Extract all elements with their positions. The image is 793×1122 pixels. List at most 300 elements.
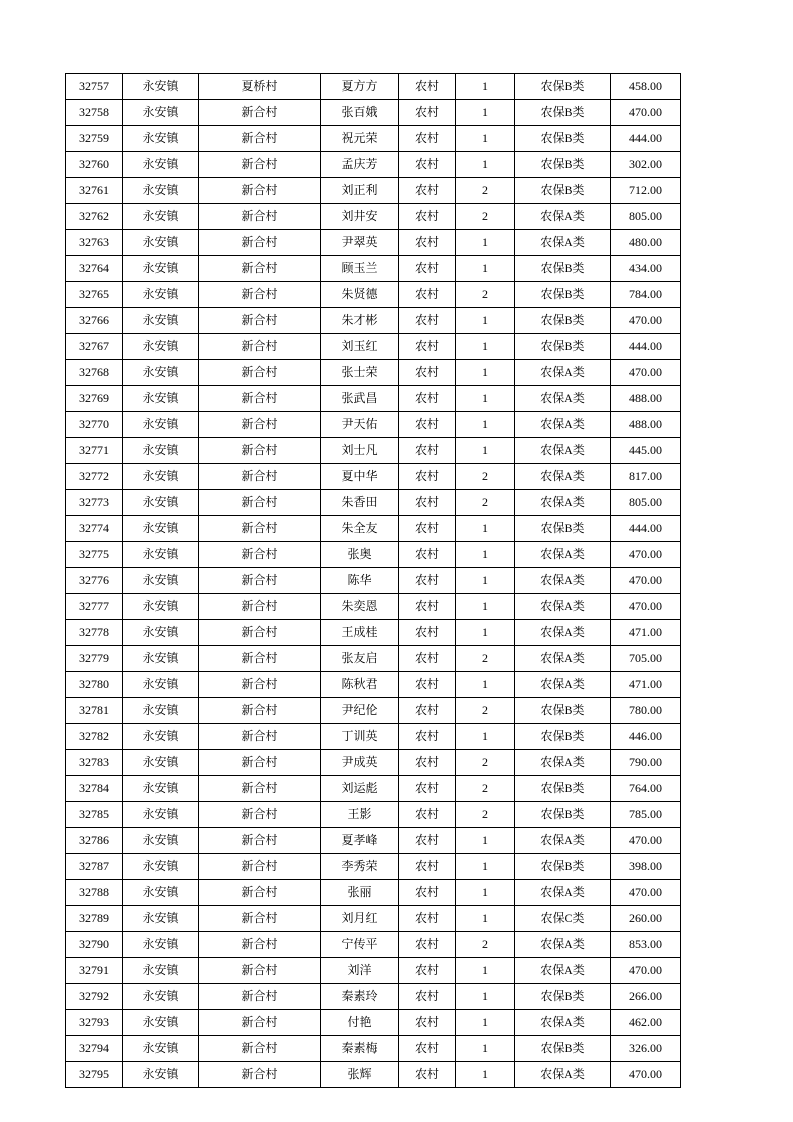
cell-count: 1 bbox=[456, 984, 515, 1010]
cell-village: 新合村 bbox=[199, 932, 321, 958]
cell-insurance_type: 农保B类 bbox=[515, 802, 611, 828]
cell-id: 32780 bbox=[66, 672, 123, 698]
cell-insurance_type: 农保B类 bbox=[515, 698, 611, 724]
cell-town: 永安镇 bbox=[123, 646, 199, 672]
table-row bbox=[66, 516, 681, 542]
cell-town: 永安镇 bbox=[123, 230, 199, 256]
cell-name: 顾玉兰 bbox=[321, 256, 399, 282]
cell-count: 1 bbox=[456, 100, 515, 126]
cell-name: 刘月红 bbox=[321, 906, 399, 932]
cell-category: 农村 bbox=[399, 360, 456, 386]
cell-name: 张丽 bbox=[321, 880, 399, 906]
cell-amount: 445.00 bbox=[611, 438, 681, 464]
cell-town: 永安镇 bbox=[123, 282, 199, 308]
data-table bbox=[65, 73, 681, 1088]
cell-id: 32787 bbox=[66, 854, 123, 880]
cell-category: 农村 bbox=[399, 594, 456, 620]
cell-category: 农村 bbox=[399, 282, 456, 308]
cell-count: 1 bbox=[456, 412, 515, 438]
cell-name: 秦素玲 bbox=[321, 984, 399, 1010]
cell-category: 农村 bbox=[399, 672, 456, 698]
cell-category: 农村 bbox=[399, 542, 456, 568]
cell-insurance_type: 农保A类 bbox=[515, 490, 611, 516]
cell-id: 32781 bbox=[66, 698, 123, 724]
cell-count: 1 bbox=[456, 854, 515, 880]
cell-id: 32783 bbox=[66, 750, 123, 776]
cell-id: 32784 bbox=[66, 776, 123, 802]
cell-village: 新合村 bbox=[199, 204, 321, 230]
cell-count: 1 bbox=[456, 542, 515, 568]
cell-village: 新合村 bbox=[199, 360, 321, 386]
cell-amount: 302.00 bbox=[611, 152, 681, 178]
cell-id: 32790 bbox=[66, 932, 123, 958]
cell-amount: 444.00 bbox=[611, 334, 681, 360]
cell-name: 秦素梅 bbox=[321, 1036, 399, 1062]
cell-count: 2 bbox=[456, 464, 515, 490]
cell-name: 朱全友 bbox=[321, 516, 399, 542]
cell-count: 1 bbox=[456, 906, 515, 932]
cell-count: 2 bbox=[456, 646, 515, 672]
cell-village: 新合村 bbox=[199, 854, 321, 880]
cell-village: 新合村 bbox=[199, 438, 321, 464]
cell-name: 张奥 bbox=[321, 542, 399, 568]
cell-id: 32778 bbox=[66, 620, 123, 646]
cell-insurance_type: 农保A类 bbox=[515, 1062, 611, 1088]
cell-count: 1 bbox=[456, 724, 515, 750]
cell-id: 32760 bbox=[66, 152, 123, 178]
cell-category: 农村 bbox=[399, 74, 456, 100]
cell-name: 刘玉红 bbox=[321, 334, 399, 360]
cell-id: 32793 bbox=[66, 1010, 123, 1036]
cell-town: 永安镇 bbox=[123, 1036, 199, 1062]
cell-id: 32759 bbox=[66, 126, 123, 152]
table-row bbox=[66, 256, 681, 282]
cell-insurance_type: 农保A类 bbox=[515, 542, 611, 568]
cell-amount: 470.00 bbox=[611, 828, 681, 854]
cell-insurance_type: 农保A类 bbox=[515, 750, 611, 776]
cell-id: 32765 bbox=[66, 282, 123, 308]
cell-insurance_type: 农保A类 bbox=[515, 1010, 611, 1036]
cell-count: 2 bbox=[456, 802, 515, 828]
cell-insurance_type: 农保C类 bbox=[515, 906, 611, 932]
cell-id: 32776 bbox=[66, 568, 123, 594]
cell-insurance_type: 农保A类 bbox=[515, 594, 611, 620]
cell-id: 32771 bbox=[66, 438, 123, 464]
table-row bbox=[66, 282, 681, 308]
cell-id: 32770 bbox=[66, 412, 123, 438]
cell-insurance_type: 农保B类 bbox=[515, 100, 611, 126]
cell-town: 永安镇 bbox=[123, 620, 199, 646]
table-row bbox=[66, 360, 681, 386]
cell-name: 朱香田 bbox=[321, 490, 399, 516]
cell-village: 新合村 bbox=[199, 724, 321, 750]
cell-amount: 444.00 bbox=[611, 126, 681, 152]
cell-name: 王影 bbox=[321, 802, 399, 828]
cell-village: 新合村 bbox=[199, 100, 321, 126]
cell-insurance_type: 农保A类 bbox=[515, 386, 611, 412]
cell-village: 新合村 bbox=[199, 282, 321, 308]
cell-town: 永安镇 bbox=[123, 126, 199, 152]
cell-town: 永安镇 bbox=[123, 386, 199, 412]
cell-village: 新合村 bbox=[199, 464, 321, 490]
table-row bbox=[66, 620, 681, 646]
cell-name: 刘士凡 bbox=[321, 438, 399, 464]
cell-count: 2 bbox=[456, 932, 515, 958]
cell-town: 永安镇 bbox=[123, 464, 199, 490]
cell-town: 永安镇 bbox=[123, 256, 199, 282]
cell-count: 1 bbox=[456, 672, 515, 698]
cell-insurance_type: 农保A类 bbox=[515, 204, 611, 230]
cell-town: 永安镇 bbox=[123, 880, 199, 906]
cell-count: 1 bbox=[456, 386, 515, 412]
table-row bbox=[66, 698, 681, 724]
cell-name: 张辉 bbox=[321, 1062, 399, 1088]
cell-category: 农村 bbox=[399, 984, 456, 1010]
table-row bbox=[66, 828, 681, 854]
cell-town: 永安镇 bbox=[123, 906, 199, 932]
table-row bbox=[66, 646, 681, 672]
cell-amount: 398.00 bbox=[611, 854, 681, 880]
table-row bbox=[66, 906, 681, 932]
cell-name: 张士荣 bbox=[321, 360, 399, 386]
cell-town: 永安镇 bbox=[123, 958, 199, 984]
cell-amount: 805.00 bbox=[611, 490, 681, 516]
cell-amount: 260.00 bbox=[611, 906, 681, 932]
cell-name: 祝元荣 bbox=[321, 126, 399, 152]
cell-town: 永安镇 bbox=[123, 1062, 199, 1088]
table-row bbox=[66, 464, 681, 490]
cell-insurance_type: 农保B类 bbox=[515, 178, 611, 204]
cell-amount: 471.00 bbox=[611, 672, 681, 698]
table-row bbox=[66, 932, 681, 958]
table-row bbox=[66, 776, 681, 802]
cell-name: 刘井安 bbox=[321, 204, 399, 230]
cell-insurance_type: 农保B类 bbox=[515, 308, 611, 334]
cell-village: 新合村 bbox=[199, 1010, 321, 1036]
cell-category: 农村 bbox=[399, 932, 456, 958]
cell-id: 32775 bbox=[66, 542, 123, 568]
cell-insurance_type: 农保A类 bbox=[515, 828, 611, 854]
table-row bbox=[66, 386, 681, 412]
cell-category: 农村 bbox=[399, 334, 456, 360]
cell-village: 新合村 bbox=[199, 412, 321, 438]
cell-amount: 780.00 bbox=[611, 698, 681, 724]
cell-category: 农村 bbox=[399, 126, 456, 152]
cell-category: 农村 bbox=[399, 204, 456, 230]
cell-insurance_type: 农保A类 bbox=[515, 230, 611, 256]
cell-name: 刘运彪 bbox=[321, 776, 399, 802]
cell-amount: 470.00 bbox=[611, 568, 681, 594]
cell-amount: 470.00 bbox=[611, 100, 681, 126]
cell-village: 新合村 bbox=[199, 880, 321, 906]
cell-amount: 817.00 bbox=[611, 464, 681, 490]
cell-town: 永安镇 bbox=[123, 672, 199, 698]
cell-insurance_type: 农保B类 bbox=[515, 1036, 611, 1062]
cell-name: 丁训英 bbox=[321, 724, 399, 750]
cell-count: 2 bbox=[456, 750, 515, 776]
cell-amount: 434.00 bbox=[611, 256, 681, 282]
cell-village: 新合村 bbox=[199, 308, 321, 334]
cell-category: 农村 bbox=[399, 256, 456, 282]
cell-amount: 805.00 bbox=[611, 204, 681, 230]
cell-town: 永安镇 bbox=[123, 1010, 199, 1036]
cell-count: 1 bbox=[456, 438, 515, 464]
cell-town: 永安镇 bbox=[123, 594, 199, 620]
cell-count: 1 bbox=[456, 308, 515, 334]
cell-id: 32764 bbox=[66, 256, 123, 282]
cell-id: 32786 bbox=[66, 828, 123, 854]
cell-name: 尹翠英 bbox=[321, 230, 399, 256]
cell-village: 新合村 bbox=[199, 256, 321, 282]
cell-insurance_type: 农保B类 bbox=[515, 152, 611, 178]
cell-insurance_type: 农保B类 bbox=[515, 516, 611, 542]
cell-name: 刘洋 bbox=[321, 958, 399, 984]
cell-category: 农村 bbox=[399, 1010, 456, 1036]
cell-insurance_type: 农保B类 bbox=[515, 854, 611, 880]
cell-category: 农村 bbox=[399, 516, 456, 542]
cell-id: 32777 bbox=[66, 594, 123, 620]
cell-town: 永安镇 bbox=[123, 724, 199, 750]
cell-name: 陈华 bbox=[321, 568, 399, 594]
cell-category: 农村 bbox=[399, 958, 456, 984]
cell-insurance_type: 农保A类 bbox=[515, 932, 611, 958]
cell-id: 32767 bbox=[66, 334, 123, 360]
cell-town: 永安镇 bbox=[123, 750, 199, 776]
cell-id: 32768 bbox=[66, 360, 123, 386]
cell-village: 新合村 bbox=[199, 1062, 321, 1088]
cell-village: 夏桥村 bbox=[199, 74, 321, 100]
cell-id: 32763 bbox=[66, 230, 123, 256]
cell-village: 新合村 bbox=[199, 594, 321, 620]
cell-insurance_type: 农保A类 bbox=[515, 958, 611, 984]
cell-town: 永安镇 bbox=[123, 334, 199, 360]
cell-amount: 470.00 bbox=[611, 542, 681, 568]
cell-amount: 470.00 bbox=[611, 308, 681, 334]
cell-village: 新合村 bbox=[199, 802, 321, 828]
cell-name: 陈秋君 bbox=[321, 672, 399, 698]
table-row bbox=[66, 568, 681, 594]
cell-name: 刘正利 bbox=[321, 178, 399, 204]
cell-amount: 853.00 bbox=[611, 932, 681, 958]
cell-category: 农村 bbox=[399, 906, 456, 932]
cell-amount: 712.00 bbox=[611, 178, 681, 204]
cell-count: 1 bbox=[456, 828, 515, 854]
cell-amount: 444.00 bbox=[611, 516, 681, 542]
cell-count: 1 bbox=[456, 1010, 515, 1036]
cell-town: 永安镇 bbox=[123, 152, 199, 178]
cell-name: 宁传平 bbox=[321, 932, 399, 958]
cell-insurance_type: 农保A类 bbox=[515, 880, 611, 906]
cell-id: 32757 bbox=[66, 74, 123, 100]
cell-insurance_type: 农保A类 bbox=[515, 646, 611, 672]
cell-category: 农村 bbox=[399, 438, 456, 464]
table-row bbox=[66, 1036, 681, 1062]
cell-count: 2 bbox=[456, 178, 515, 204]
cell-name: 付艳 bbox=[321, 1010, 399, 1036]
table-row bbox=[66, 412, 681, 438]
cell-insurance_type: 农保A类 bbox=[515, 412, 611, 438]
cell-count: 1 bbox=[456, 74, 515, 100]
cell-town: 永安镇 bbox=[123, 568, 199, 594]
cell-id: 32782 bbox=[66, 724, 123, 750]
cell-insurance_type: 农保B类 bbox=[515, 282, 611, 308]
cell-amount: 785.00 bbox=[611, 802, 681, 828]
cell-id: 32766 bbox=[66, 308, 123, 334]
cell-category: 农村 bbox=[399, 230, 456, 256]
cell-village: 新合村 bbox=[199, 126, 321, 152]
cell-village: 新合村 bbox=[199, 958, 321, 984]
cell-town: 永安镇 bbox=[123, 204, 199, 230]
cell-category: 农村 bbox=[399, 880, 456, 906]
cell-village: 新合村 bbox=[199, 568, 321, 594]
cell-village: 新合村 bbox=[199, 334, 321, 360]
cell-count: 2 bbox=[456, 698, 515, 724]
cell-amount: 784.00 bbox=[611, 282, 681, 308]
cell-insurance_type: 农保A类 bbox=[515, 438, 611, 464]
cell-town: 永安镇 bbox=[123, 984, 199, 1010]
cell-category: 农村 bbox=[399, 100, 456, 126]
cell-category: 农村 bbox=[399, 152, 456, 178]
cell-amount: 470.00 bbox=[611, 958, 681, 984]
cell-insurance_type: 农保B类 bbox=[515, 74, 611, 100]
cell-name: 尹天佑 bbox=[321, 412, 399, 438]
cell-count: 1 bbox=[456, 360, 515, 386]
cell-name: 尹纪伦 bbox=[321, 698, 399, 724]
cell-amount: 470.00 bbox=[611, 880, 681, 906]
cell-count: 1 bbox=[456, 152, 515, 178]
cell-category: 农村 bbox=[399, 620, 456, 646]
cell-count: 2 bbox=[456, 282, 515, 308]
cell-id: 32791 bbox=[66, 958, 123, 984]
cell-town: 永安镇 bbox=[123, 308, 199, 334]
table-row bbox=[66, 74, 681, 100]
cell-insurance_type: 农保A类 bbox=[515, 568, 611, 594]
cell-village: 新合村 bbox=[199, 516, 321, 542]
cell-id: 32788 bbox=[66, 880, 123, 906]
cell-category: 农村 bbox=[399, 854, 456, 880]
cell-insurance_type: 农保A类 bbox=[515, 620, 611, 646]
cell-category: 农村 bbox=[399, 1036, 456, 1062]
cell-village: 新合村 bbox=[199, 984, 321, 1010]
cell-village: 新合村 bbox=[199, 750, 321, 776]
cell-id: 32779 bbox=[66, 646, 123, 672]
cell-category: 农村 bbox=[399, 490, 456, 516]
cell-insurance_type: 农保A类 bbox=[515, 672, 611, 698]
cell-amount: 462.00 bbox=[611, 1010, 681, 1036]
cell-town: 永安镇 bbox=[123, 802, 199, 828]
cell-id: 32772 bbox=[66, 464, 123, 490]
table-row bbox=[66, 100, 681, 126]
table-row bbox=[66, 204, 681, 230]
cell-category: 农村 bbox=[399, 646, 456, 672]
cell-id: 32773 bbox=[66, 490, 123, 516]
cell-amount: 790.00 bbox=[611, 750, 681, 776]
cell-name: 夏中华 bbox=[321, 464, 399, 490]
cell-amount: 470.00 bbox=[611, 360, 681, 386]
cell-name: 朱贤德 bbox=[321, 282, 399, 308]
cell-amount: 480.00 bbox=[611, 230, 681, 256]
cell-village: 新合村 bbox=[199, 178, 321, 204]
table-row bbox=[66, 152, 681, 178]
cell-town: 永安镇 bbox=[123, 360, 199, 386]
cell-name: 张武昌 bbox=[321, 386, 399, 412]
table-row bbox=[66, 178, 681, 204]
cell-id: 32794 bbox=[66, 1036, 123, 1062]
cell-amount: 326.00 bbox=[611, 1036, 681, 1062]
cell-amount: 446.00 bbox=[611, 724, 681, 750]
cell-amount: 458.00 bbox=[611, 74, 681, 100]
cell-count: 2 bbox=[456, 204, 515, 230]
cell-amount: 705.00 bbox=[611, 646, 681, 672]
cell-town: 永安镇 bbox=[123, 932, 199, 958]
cell-category: 农村 bbox=[399, 308, 456, 334]
table-row bbox=[66, 672, 681, 698]
cell-town: 永安镇 bbox=[123, 516, 199, 542]
cell-name: 李秀荣 bbox=[321, 854, 399, 880]
cell-count: 1 bbox=[456, 334, 515, 360]
table-body bbox=[66, 74, 681, 1088]
table-row bbox=[66, 880, 681, 906]
cell-village: 新合村 bbox=[199, 672, 321, 698]
table-row bbox=[66, 1010, 681, 1036]
cell-category: 农村 bbox=[399, 724, 456, 750]
cell-village: 新合村 bbox=[199, 152, 321, 178]
cell-village: 新合村 bbox=[199, 906, 321, 932]
table-row bbox=[66, 308, 681, 334]
cell-amount: 488.00 bbox=[611, 386, 681, 412]
cell-id: 32789 bbox=[66, 906, 123, 932]
cell-village: 新合村 bbox=[199, 698, 321, 724]
cell-category: 农村 bbox=[399, 464, 456, 490]
table-row bbox=[66, 958, 681, 984]
cell-count: 1 bbox=[456, 1036, 515, 1062]
cell-category: 农村 bbox=[399, 698, 456, 724]
cell-count: 1 bbox=[456, 958, 515, 984]
cell-name: 朱奕恩 bbox=[321, 594, 399, 620]
cell-count: 2 bbox=[456, 776, 515, 802]
cell-count: 1 bbox=[456, 1062, 515, 1088]
cell-count: 1 bbox=[456, 126, 515, 152]
cell-town: 永安镇 bbox=[123, 178, 199, 204]
cell-count: 1 bbox=[456, 256, 515, 282]
cell-amount: 470.00 bbox=[611, 1062, 681, 1088]
cell-id: 32758 bbox=[66, 100, 123, 126]
table-row bbox=[66, 438, 681, 464]
cell-amount: 488.00 bbox=[611, 412, 681, 438]
cell-name: 朱才彬 bbox=[321, 308, 399, 334]
cell-village: 新合村 bbox=[199, 230, 321, 256]
cell-category: 农村 bbox=[399, 750, 456, 776]
cell-village: 新合村 bbox=[199, 828, 321, 854]
cell-id: 32792 bbox=[66, 984, 123, 1010]
cell-count: 2 bbox=[456, 490, 515, 516]
table-row bbox=[66, 750, 681, 776]
cell-village: 新合村 bbox=[199, 490, 321, 516]
cell-count: 1 bbox=[456, 594, 515, 620]
table-row bbox=[66, 126, 681, 152]
cell-town: 永安镇 bbox=[123, 542, 199, 568]
cell-amount: 470.00 bbox=[611, 594, 681, 620]
cell-insurance_type: 农保B类 bbox=[515, 334, 611, 360]
cell-insurance_type: 农保B类 bbox=[515, 776, 611, 802]
cell-count: 1 bbox=[456, 880, 515, 906]
cell-category: 农村 bbox=[399, 178, 456, 204]
cell-category: 农村 bbox=[399, 386, 456, 412]
cell-insurance_type: 农保B类 bbox=[515, 256, 611, 282]
cell-name: 张百娥 bbox=[321, 100, 399, 126]
table-row bbox=[66, 334, 681, 360]
cell-category: 农村 bbox=[399, 568, 456, 594]
